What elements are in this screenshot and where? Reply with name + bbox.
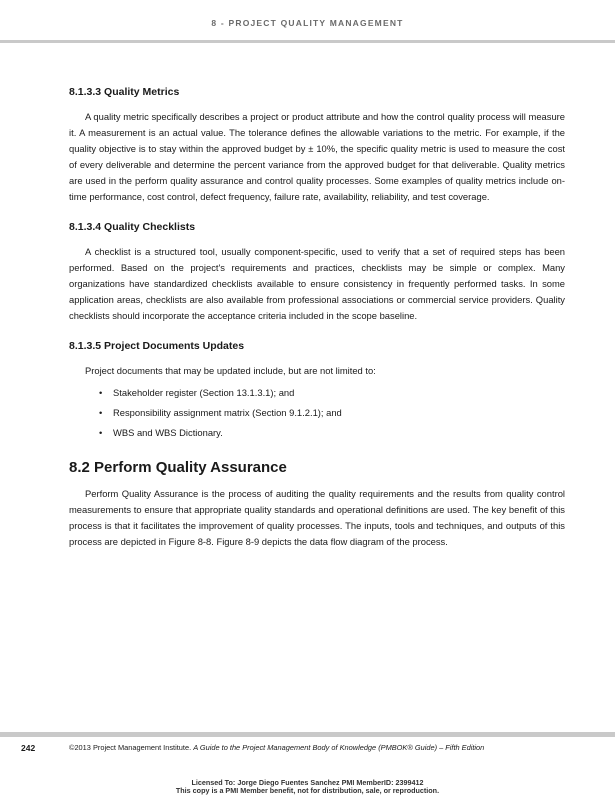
section-heading: 8.1.3.5 Project Documents Updates: [69, 340, 245, 352]
section-body: Perform Quality Assurance is the process of auditing the quality requirements and the results from quality control measurements to ensure that appropriate quality standards and operational definitions are used. The key benefit of this process is that it facilitates the improvement of quality processes. The inputs, tools and techniques, and outputs of this process are depicted in Figure 8-8. Figure 8-9 depicts the data flow diagram of the process.: [69, 488, 565, 547]
section-project-documents-updates: [69, 340, 565, 443]
license-notice: [0, 779, 615, 795]
book-title: A Guide to the Project Management Body of Knowledge (PMBOK® Guide) – Fifth Edition: [193, 743, 485, 752]
bullet-list: [69, 383, 565, 443]
footer-rule: [0, 732, 615, 737]
running-header: [0, 0, 615, 43]
section-perform-quality-assurance: [69, 459, 565, 550]
list-item: • Responsibility assignment matrix (Section 9.1.2.1); and: [69, 403, 565, 423]
section-heading: 8.2 Perform Quality Assurance: [69, 459, 287, 476]
chapter-title: 8 - PROJECT QUALITY MANAGEMENT: [211, 18, 404, 28]
section-intro: Project documents that may be updated include, but are not limited to:: [85, 365, 376, 376]
page-number: 242: [21, 743, 36, 753]
footer-copyright: [69, 743, 484, 752]
license-line: Licensed To: Jorge Diego Fuentes Sanchez PMI MemberID: 2399412: [191, 778, 424, 787]
section-quality-metrics: [69, 86, 565, 205]
section-heading: 8.1.3.3 Quality Metrics: [69, 86, 180, 98]
license-line: This copy is a PMI Member benefit, not for distribution, sale, or reproduction.: [175, 786, 440, 795]
section-heading: 8.1.3.4 Quality Checklists: [69, 221, 196, 233]
list-item: • Stakeholder register (Section 13.1.3.1); and: [69, 383, 565, 403]
section-quality-checklists: [69, 221, 565, 324]
section-body: A checklist is a structured tool, usually component-specific, used to verify that a set of required steps has been performed. Based on the project's requirements and practices, checklists may be simple or complex. Many organizations have standardized checklists available to ensure consistency in frequently performed tasks. In some application areas, checklists are also available from professional associations or commercial service providers. Quality checklists should incorporate the acceptance criteria included in the scope baseline.: [69, 246, 565, 321]
list-item: • WBS and WBS Dictionary.: [69, 423, 565, 443]
copyright-text: ©2013 Project Management Institute.: [69, 743, 192, 752]
section-body: A quality metric specifically describes a project or product attribute and how the control quality process will measure it. A measurement is an actual value. The tolerance defines the allowable variations to the metric. For example, if the quality objective is to stay within the approved budget by ± 10%, the specific quality metric is used to measure the cost of every deliverable and determine the percent variance from the approved budget for that deliverable. Quality metrics are used in the perform quality assurance and control quality processes. Some examples of quality metrics include on-time performance, cost control, defect frequency, failure rate, availability, reliability, and test coverage.: [69, 111, 565, 202]
page-content: [69, 86, 565, 566]
